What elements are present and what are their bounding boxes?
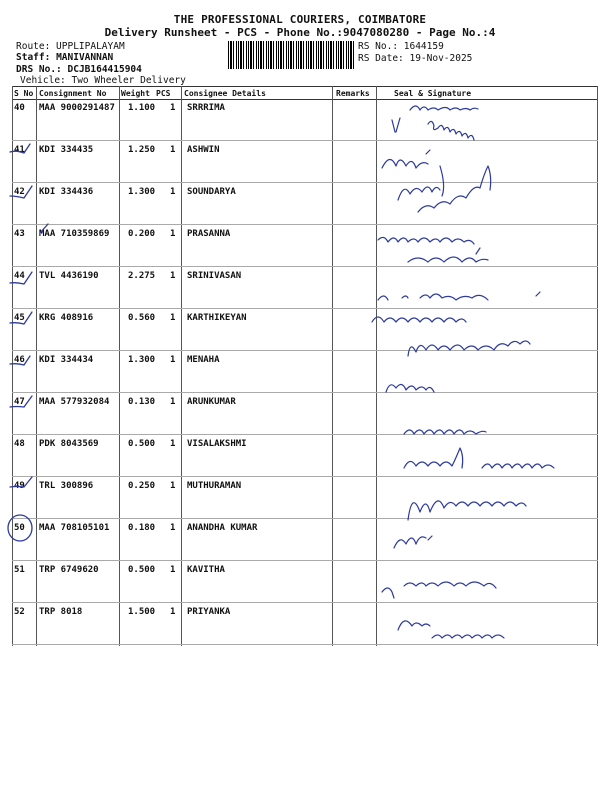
cell-consignee: SRRRIMA bbox=[187, 103, 225, 113]
cell-consignee: VISALAKSHMI bbox=[187, 439, 247, 449]
cell-sno: 48 bbox=[14, 439, 25, 449]
cell-weight: 1.250 bbox=[128, 145, 156, 155]
signature bbox=[432, 635, 504, 638]
tick-mark bbox=[10, 356, 30, 365]
cell-consignment-no: MAA 577932084 bbox=[39, 397, 110, 407]
cell-sno: 42 bbox=[14, 187, 25, 197]
cell-consignment-no: KDI 334434 bbox=[39, 355, 94, 365]
cell-pcs: 1 bbox=[170, 481, 176, 491]
cell-consignee: PRASANNA bbox=[187, 229, 231, 239]
cell-pcs: 1 bbox=[170, 397, 176, 407]
cell-consignment-no: TRP 6749620 bbox=[39, 565, 99, 575]
drs-label: DRS No.: bbox=[16, 64, 62, 75]
cell-weight: 0.250 bbox=[128, 481, 156, 491]
cell-consignment-no: TVL 4436190 bbox=[39, 271, 99, 281]
runsheet-subtitle: Delivery Runsheet - PCS - Phone No.:9047080280 - Page No.:4 bbox=[104, 26, 496, 39]
cell-pcs: 1 bbox=[170, 523, 176, 533]
route-info: Route: UPPLIPALAYAM bbox=[16, 41, 125, 52]
drs-value: DCJB164415904 bbox=[67, 64, 142, 75]
cell-sno: 50 bbox=[14, 523, 25, 533]
vehicle-info: Vehicle: Two Wheeler Delivery bbox=[20, 75, 186, 86]
circle-mark bbox=[8, 515, 32, 541]
cell-consignment-no: PDK 8043569 bbox=[39, 439, 99, 449]
signature bbox=[408, 501, 526, 520]
signature bbox=[386, 384, 434, 392]
cell-weight: 0.500 bbox=[128, 565, 156, 575]
cell-consignee: MUTHURAMAN bbox=[187, 481, 242, 491]
cell-sno: 41 bbox=[14, 145, 25, 155]
tick-mark bbox=[10, 186, 32, 198]
cell-pcs: 1 bbox=[170, 103, 176, 113]
cell-weight: 0.200 bbox=[128, 229, 156, 239]
cell-consignment-no: MAA 708105101 bbox=[39, 523, 110, 533]
staff-value: MANIVANNAN bbox=[56, 52, 114, 63]
cell-pcs: 1 bbox=[170, 355, 176, 365]
cell-consignee: SOUNDARYA bbox=[187, 187, 236, 197]
signature bbox=[372, 317, 466, 322]
cell-consignee: ANANDHA KUMAR bbox=[187, 523, 258, 533]
cell-consignment-no: TRL 300896 bbox=[39, 481, 94, 491]
signature bbox=[482, 464, 554, 468]
cell-consignment-no: KRG 408916 bbox=[39, 313, 94, 323]
sno-tick-marks bbox=[8, 144, 48, 541]
tick-mark bbox=[10, 477, 32, 487]
cell-sno: 51 bbox=[14, 565, 25, 575]
cell-consignee: MENAHA bbox=[187, 355, 220, 365]
cell-consignment-no: KDI 334436 bbox=[39, 187, 94, 197]
cell-consignee: SRINIVASAN bbox=[187, 271, 242, 281]
staff-label: Staff: bbox=[16, 52, 51, 63]
cell-consignee: KARTHIKEYAN bbox=[187, 313, 247, 323]
signature bbox=[382, 582, 496, 598]
signature bbox=[378, 237, 474, 244]
cell-consignee: ARUNKUMAR bbox=[187, 397, 236, 407]
cell-consignment-no: MAA 9000291487 bbox=[39, 103, 115, 113]
cell-sno: 52 bbox=[14, 607, 25, 617]
cell-consignment-no: TRP 8018 bbox=[39, 607, 83, 617]
cell-sno: 40 bbox=[14, 103, 25, 113]
cell-consignment-no: KDI 334435 bbox=[39, 145, 94, 155]
cell-pcs: 1 bbox=[170, 313, 176, 323]
cell-sno: 45 bbox=[14, 313, 25, 323]
cell-sno: 43 bbox=[14, 229, 25, 239]
company-title: THE PROFESSIONAL COURIERS, COIMBATORE bbox=[173, 13, 427, 26]
tick-mark bbox=[10, 312, 32, 324]
cell-pcs: 1 bbox=[170, 565, 176, 575]
tick-mark bbox=[10, 144, 30, 153]
signature bbox=[404, 448, 463, 468]
cell-weight: 0.500 bbox=[128, 439, 156, 449]
cell-sno: 49 bbox=[14, 481, 25, 491]
signature bbox=[398, 621, 430, 630]
col-header-weight: Weight bbox=[121, 89, 150, 98]
cell-pcs: 1 bbox=[170, 271, 176, 281]
rs-number: RS No.: 1644159 bbox=[358, 41, 444, 52]
col-header-seal-signature: Seal & Signature bbox=[394, 89, 472, 98]
cell-consignment-no: MAA 710359869 bbox=[39, 229, 110, 239]
signature bbox=[408, 248, 488, 262]
cell-sno: 44 bbox=[14, 271, 25, 281]
signature bbox=[378, 292, 540, 300]
signature bbox=[428, 121, 474, 140]
cell-pcs: 1 bbox=[170, 607, 176, 617]
tick-mark bbox=[40, 224, 48, 233]
cell-sno: 46 bbox=[14, 355, 25, 365]
cell-weight: 0.180 bbox=[128, 523, 156, 533]
cell-weight: 0.130 bbox=[128, 397, 156, 407]
signature-scribbles bbox=[372, 106, 554, 638]
signature bbox=[394, 536, 432, 548]
signature bbox=[410, 106, 478, 110]
cell-weight: 1.500 bbox=[128, 607, 156, 617]
cell-weight: 1.300 bbox=[128, 187, 156, 197]
signature bbox=[404, 430, 486, 434]
signature bbox=[392, 118, 400, 132]
col-header-remarks: Remarks bbox=[336, 89, 370, 98]
cell-weight: 0.560 bbox=[128, 313, 156, 323]
cell-pcs: 1 bbox=[170, 187, 176, 197]
col-header-consignment: Consignment No bbox=[39, 89, 107, 98]
cell-weight: 1.100 bbox=[128, 103, 156, 113]
cell-consignee: KAVITHA bbox=[187, 565, 225, 575]
cell-weight: 1.300 bbox=[128, 355, 156, 365]
col-header-pcs: PCS bbox=[156, 89, 171, 98]
rs-date: RS Date: 19-Nov-2025 bbox=[358, 53, 473, 64]
cell-pcs: 1 bbox=[170, 229, 176, 239]
col-header-sno: S No bbox=[14, 89, 34, 98]
tick-mark bbox=[10, 272, 32, 284]
col-header-consignee: Consignee Details bbox=[184, 89, 266, 98]
signature bbox=[382, 150, 430, 168]
cell-consignee: ASHWIN bbox=[187, 145, 220, 155]
cell-sno: 47 bbox=[14, 397, 25, 407]
cell-pcs: 1 bbox=[170, 145, 176, 155]
signature bbox=[408, 341, 530, 356]
tick-mark bbox=[10, 396, 32, 407]
signature bbox=[398, 166, 444, 200]
cell-weight: 2.275 bbox=[128, 271, 156, 281]
signature bbox=[418, 166, 491, 212]
cell-consignee: PRIYANKA bbox=[187, 607, 231, 617]
cell-pcs: 1 bbox=[170, 439, 176, 449]
